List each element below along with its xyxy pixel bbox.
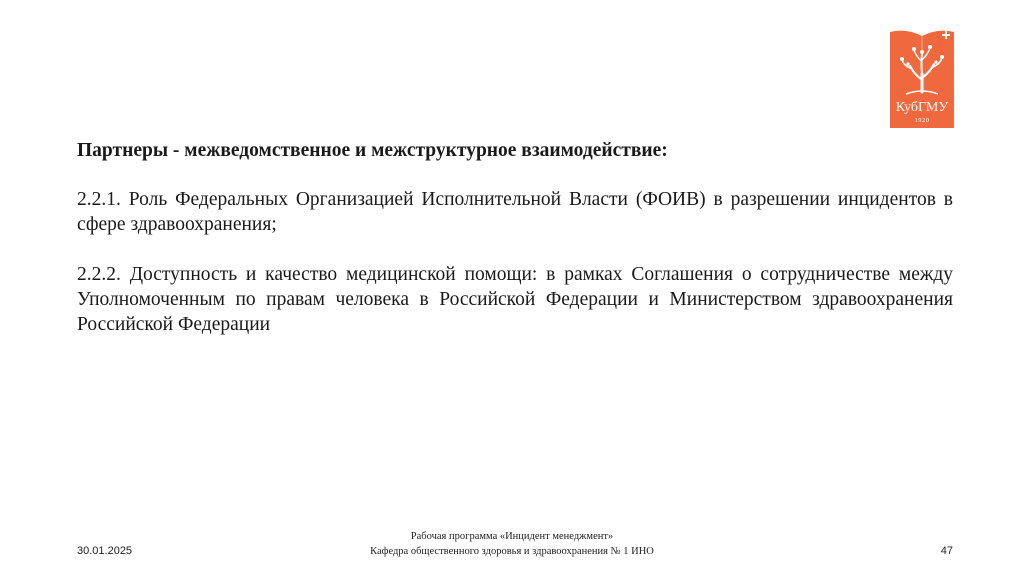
footer-caption xyxy=(312,529,712,559)
slide-heading: Партнеры - межведомственное и межструктурное взаимодействие: xyxy=(77,140,668,161)
logo-year: 1920 xyxy=(914,117,930,124)
footer-department: Кафедра общественного здоровья и здравоохранения № 1 ИНО xyxy=(370,546,654,557)
page-number: 47 xyxy=(940,545,953,557)
footer-program: Рабочая программа «Инцидент менеджмент» xyxy=(410,531,614,542)
footer-date: 30.01.2025 xyxy=(77,545,133,557)
slide-content xyxy=(77,138,953,362)
paragraph-2-2-2: 2.2.2. Доступность и качество медицинской помощи: в рамках Соглашения о сотрудничестве между Уполномоченным по правам человека в Российской Федерации и Министерством здравоохранения Российской Федерации xyxy=(77,264,953,335)
logo-name: КубГМУ xyxy=(895,100,949,115)
university-logo xyxy=(888,28,956,128)
paragraph-2-2-1: 2.2.1. Роль Федеральных Организацией Исполнительной Власти (ФОИВ) в разрешении инцидентов в сфере здравоохранения; xyxy=(77,189,953,235)
